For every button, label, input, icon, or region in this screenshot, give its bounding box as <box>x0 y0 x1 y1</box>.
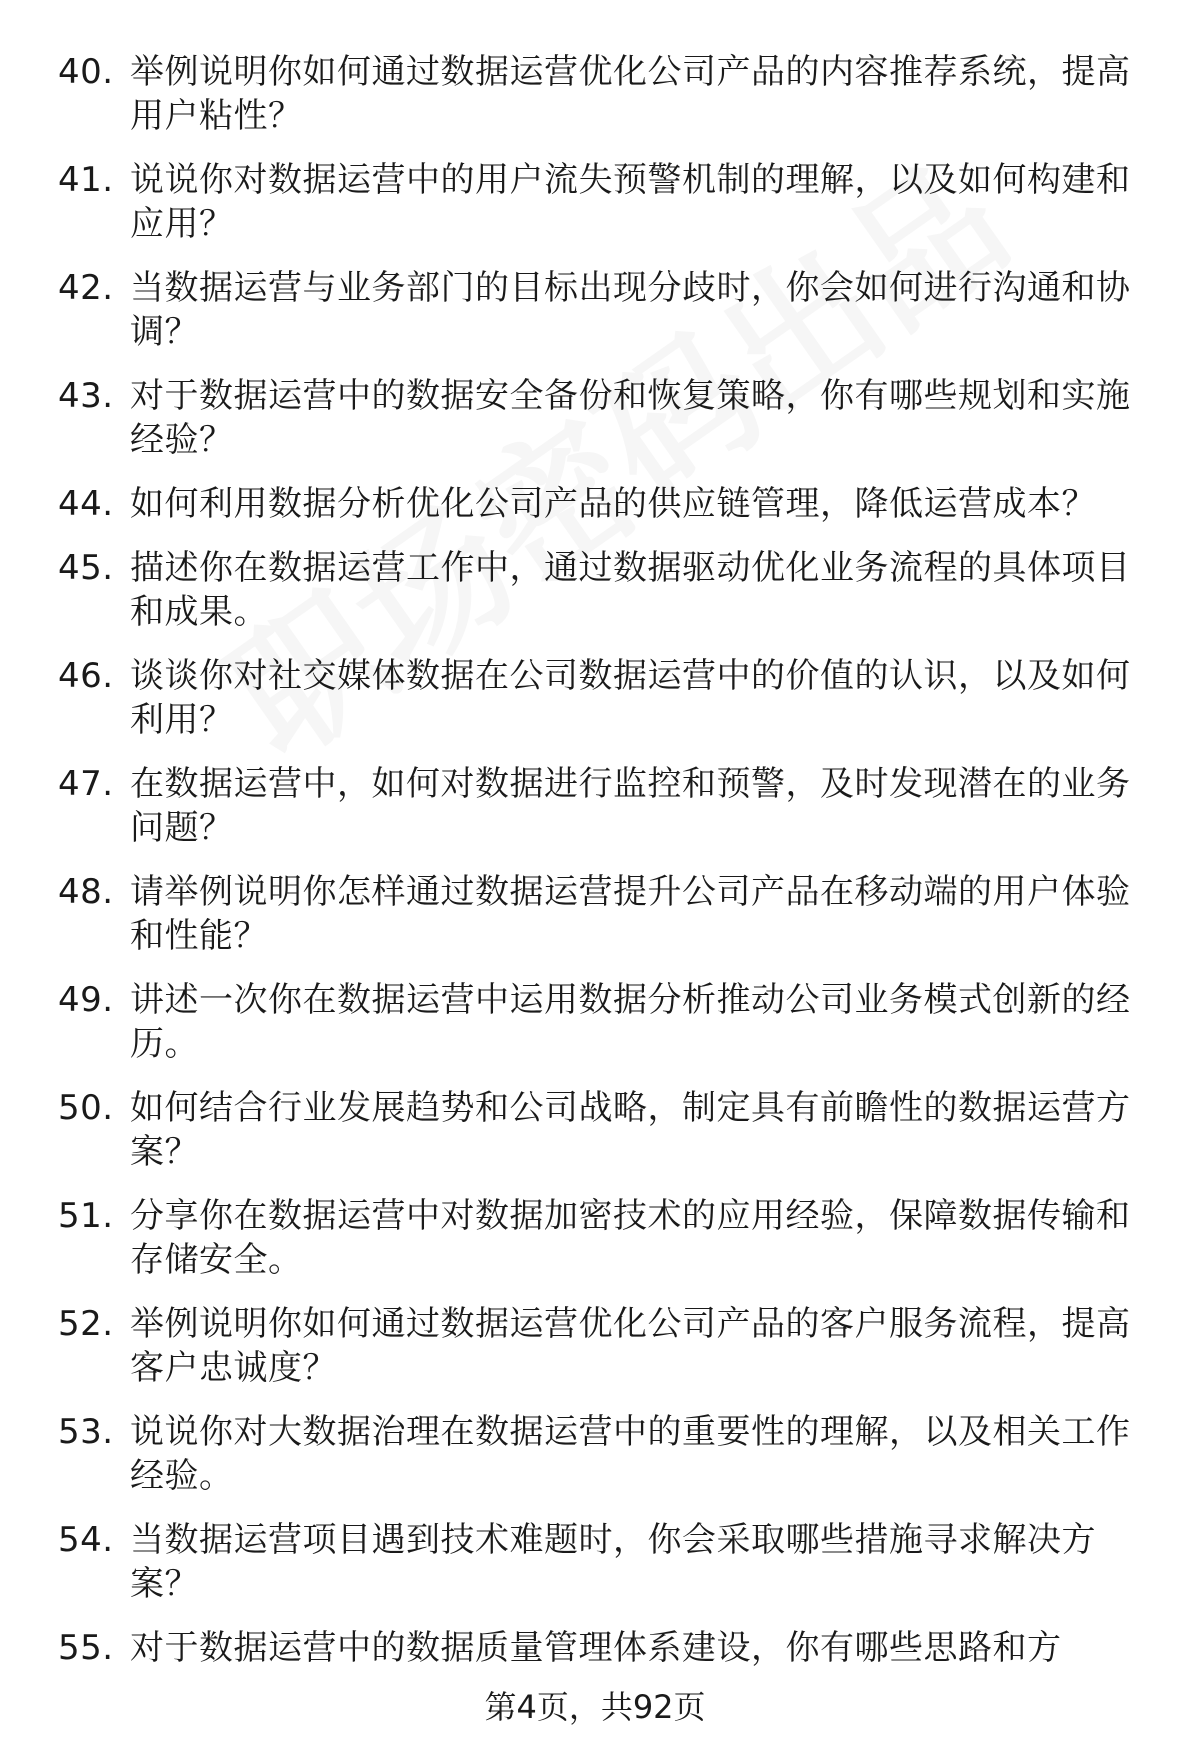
question-number: 40. <box>58 52 114 92</box>
question-text: 讲述一次你在数据运营中运用数据分析推动公司业务模式创新的经历。 <box>130 980 1131 1064</box>
list-item <box>58 546 1158 634</box>
question-number: 50. <box>58 1088 114 1128</box>
question-text: 当数据运营项目遇到技术难题时，你会采取哪些措施寻求解决方案？ <box>130 1520 1096 1604</box>
list-item <box>58 1194 1158 1282</box>
list-item <box>58 762 1158 850</box>
question-text: 举例说明你如何通过数据运营优化公司产品的客户服务流程，提高客户忠诚度？ <box>130 1304 1131 1388</box>
list-item <box>58 654 1158 742</box>
question-text: 说说你对大数据治理在数据运营中的重要性的理解，以及相关工作经验。 <box>130 1412 1131 1496</box>
list-item <box>58 870 1158 958</box>
list-item <box>58 158 1158 246</box>
question-number: 48. <box>58 872 114 912</box>
question-number: 49. <box>58 980 114 1020</box>
question-text: 举例说明你如何通过数据运营优化公司产品的内容推荐系统，提高用户粘性？ <box>130 52 1131 136</box>
list-item <box>58 1518 1158 1606</box>
question-number: 41. <box>58 160 114 200</box>
question-number: 53. <box>58 1412 114 1452</box>
question-text: 请举例说明你怎样通过数据运营提升公司产品在移动端的用户体验和性能？ <box>130 872 1131 956</box>
question-number: 52. <box>58 1304 114 1344</box>
question-text: 如何结合行业发展趋势和公司战略，制定具有前瞻性的数据运营方案？ <box>130 1088 1131 1172</box>
question-text: 对于数据运营中的数据质量管理体系建设，你有哪些思路和方 <box>130 1628 1062 1668</box>
question-number: 43. <box>58 376 114 416</box>
question-text: 在数据运营中，如何对数据进行监控和预警，及时发现潜在的业务问题？ <box>130 764 1131 848</box>
list-item <box>58 482 1158 526</box>
list-item <box>58 1302 1158 1390</box>
question-text: 当数据运营与业务部门的目标出现分歧时，你会如何进行沟通和协调？ <box>130 268 1131 352</box>
list-item <box>58 1410 1158 1498</box>
list-item <box>58 266 1158 354</box>
question-number: 46. <box>58 656 114 696</box>
list-item <box>58 1626 1158 1670</box>
list-item <box>58 50 1158 138</box>
question-number: 51. <box>58 1196 114 1236</box>
question-number: 55. <box>58 1628 114 1668</box>
question-text: 如何利用数据分析优化公司产品的供应链管理，降低运营成本？ <box>130 484 1096 524</box>
question-number: 54. <box>58 1520 114 1560</box>
question-text: 对于数据运营中的数据安全备份和恢复策略，你有哪些规划和实施经验？ <box>130 376 1131 460</box>
question-text: 分享你在数据运营中对数据加密技术的应用经验，保障数据传输和存储安全。 <box>130 1196 1131 1280</box>
question-list <box>58 50 1158 1690</box>
list-item <box>58 978 1158 1066</box>
question-number: 44. <box>58 484 114 524</box>
question-text: 谈谈你对社交媒体数据在公司数据运营中的价值的认识，以及如何利用？ <box>130 656 1131 740</box>
page-footer: 第4页，共92页 <box>484 1688 706 1726</box>
question-text: 描述你在数据运营工作中，通过数据驱动优化业务流程的具体项目和成果。 <box>130 548 1131 632</box>
question-number: 45. <box>58 548 114 588</box>
list-item <box>58 374 1158 462</box>
list-item <box>58 1086 1158 1174</box>
question-number: 47. <box>58 764 114 804</box>
question-number: 42. <box>58 268 114 308</box>
question-text: 说说你对数据运营中的用户流失预警机制的理解，以及如何构建和应用？ <box>130 160 1131 244</box>
